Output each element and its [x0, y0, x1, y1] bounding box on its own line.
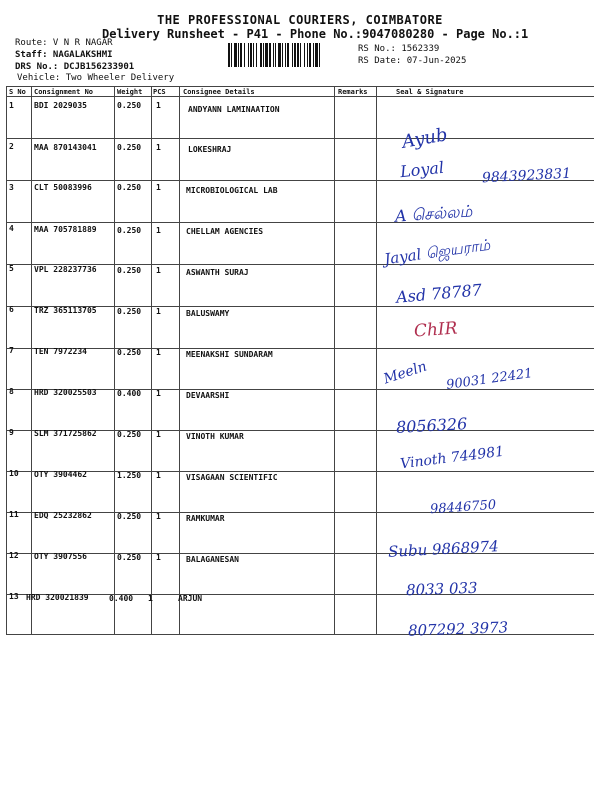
row-consignment: OTY 3907556: [34, 552, 87, 561]
row-divider: [6, 553, 594, 554]
row-pcs: 1: [156, 101, 161, 110]
row-weight: 0.400: [109, 594, 134, 603]
row-pcs: 1: [156, 389, 161, 398]
barcode: [228, 43, 356, 67]
row-consignee: RAMKUMAR: [186, 514, 225, 523]
row-sno: 9: [9, 428, 14, 437]
handwritten-signature: Meeln: [381, 358, 429, 388]
company-title: THE PROFESSIONAL COURIERS, COIMBATORE: [157, 13, 443, 27]
row-divider: [6, 138, 594, 139]
handwritten-signature: 98446750: [429, 497, 497, 518]
row-weight: 0.250: [117, 553, 142, 562]
row-weight: 0.400: [117, 389, 142, 398]
row-consignee: DEVAARSHI: [186, 391, 230, 400]
handwritten-phone: 8056326: [395, 414, 468, 437]
row-consignment: TRZ 365113705: [34, 306, 97, 315]
row-consignee: BALUSWAMY: [186, 309, 230, 318]
row-consignee: CHELLAM AGENCIES: [186, 227, 264, 236]
column-divider: [114, 86, 115, 634]
column-divider: [334, 86, 335, 634]
route-label: Route: V N R NAGAR: [15, 38, 113, 48]
row-pcs: 1: [156, 348, 161, 357]
table-border-top: [6, 86, 594, 87]
col-header-weight: Weight: [117, 88, 143, 96]
handwritten-phone: 8033 033: [405, 578, 478, 600]
row-weight: 0.250: [117, 143, 142, 152]
handwritten-phone: 90031 22421: [445, 366, 534, 393]
handwritten-signature: Jayal ஜெயராம்: [383, 235, 492, 269]
col-header-signature: Seal & Signature: [396, 88, 464, 96]
runsheet-title: Delivery Runsheet - P41 - Phone No.:9047080280 - Page No.:1: [102, 27, 529, 41]
column-divider: [31, 86, 32, 634]
col-header-remarks: Remarks: [338, 88, 368, 96]
row-pcs: 1: [156, 143, 161, 152]
staff-label: Staff: NAGALAKSHMI: [15, 50, 113, 60]
row-pcs: 1: [148, 594, 153, 603]
col-header-consignment: Consignment No: [34, 88, 94, 96]
column-divider: [6, 86, 7, 634]
header-divider: [6, 96, 594, 97]
row-pcs: 1: [156, 553, 161, 562]
row-divider: [6, 222, 594, 223]
row-consignee: VINOTH KUMAR: [186, 432, 244, 441]
row-pcs: 1: [156, 266, 161, 275]
row-consignment: MAA 870143041: [34, 143, 97, 152]
row-consignment: CLT 50083996: [34, 183, 92, 192]
row-consignment: MAA 705781889: [34, 225, 97, 234]
column-divider: [376, 86, 377, 634]
row-consignment: SLM 371725862: [34, 429, 97, 438]
row-consignee: ASWANTH SURAJ: [186, 268, 249, 277]
col-header-pcs: PCS: [153, 88, 166, 96]
row-weight: 0.250: [117, 348, 142, 357]
row-sno: 12: [9, 551, 19, 560]
row-divider: [6, 348, 594, 349]
col-header-consignee: Consignee Details: [183, 88, 255, 96]
row-consignee: VISAGAAN SCIENTIFIC: [186, 473, 278, 482]
drs-number: DRS No.: DCJB156233901: [15, 62, 135, 72]
row-consignee: LOKESHRAJ: [188, 145, 232, 154]
column-divider: [151, 86, 152, 634]
row-consignee: ANDYANN LAMINAATION: [188, 105, 280, 114]
row-consignment: OTY 3904462: [34, 470, 87, 479]
row-sno: 11: [9, 510, 19, 519]
handwritten-signature: Loyal: [399, 157, 445, 182]
row-weight: 1.250: [117, 471, 142, 480]
row-divider: [6, 512, 594, 513]
row-weight: 0.250: [117, 512, 142, 521]
row-sno: 4: [9, 224, 14, 233]
row-consignee: ARJUN: [178, 594, 203, 603]
row-sno: 10: [9, 469, 19, 478]
handwritten-signature: Ayub: [400, 124, 450, 153]
row-pcs: 1: [156, 307, 161, 316]
row-weight: 0.250: [117, 430, 142, 439]
rs-date: RS Date: 07-Jun-2025: [358, 56, 467, 66]
row-consignment: HRD 320025503: [34, 388, 97, 397]
row-weight: 0.250: [117, 307, 142, 316]
handwritten-signature: A செல்லம்: [394, 201, 473, 226]
row-pcs: 1: [156, 226, 161, 235]
row-consignee: BALAGANESAN: [186, 555, 239, 564]
row-weight: 0.250: [117, 266, 142, 275]
row-sno: 3: [9, 183, 14, 192]
row-divider: [6, 594, 594, 595]
rs-number: RS No.: 1562339: [358, 44, 440, 54]
row-consignment: TEN 7972234: [34, 347, 87, 356]
row-pcs: 1: [156, 430, 161, 439]
col-header-sno: S No: [9, 88, 26, 96]
row-pcs: 1: [156, 512, 161, 521]
row-sno: 7: [9, 346, 14, 355]
row-sno: 1: [9, 101, 14, 110]
row-consignment: VPL 228237736: [34, 265, 97, 274]
handwritten-signature: Subu 9868974: [387, 537, 500, 561]
vehicle-label: Vehicle: Two Wheeler Delivery: [17, 73, 175, 83]
handwritten-signature: Vinoth 744981: [399, 443, 505, 473]
handwritten-stamp: ChIR: [413, 318, 459, 342]
row-consignee: MEENAKSHI SUNDARAM: [186, 350, 273, 359]
handwritten-signature: Asd 78787: [395, 280, 483, 307]
row-pcs: 1: [156, 183, 161, 192]
row-sno: 2: [9, 142, 14, 151]
row-consignment: HRD 320021839: [26, 593, 89, 602]
row-sno: 8: [9, 387, 14, 396]
handwritten-phone: 807292 3973: [407, 618, 509, 640]
column-divider: [179, 86, 180, 634]
row-consignee: MICROBIOLOGICAL LAB: [186, 186, 278, 195]
row-consignment: EDQ 25232862: [34, 511, 92, 520]
row-weight: 0.250: [117, 101, 142, 110]
row-consignment: BDI 2029035: [34, 101, 87, 110]
row-pcs: 1: [156, 471, 161, 480]
row-sno: 13: [9, 592, 19, 601]
row-weight: 0.250: [117, 183, 142, 192]
row-sno: 6: [9, 305, 14, 314]
row-divider: [6, 471, 594, 472]
row-weight: 0.250: [117, 226, 142, 235]
handwritten-phone: 9843923831: [481, 165, 572, 187]
row-sno: 5: [9, 264, 14, 273]
